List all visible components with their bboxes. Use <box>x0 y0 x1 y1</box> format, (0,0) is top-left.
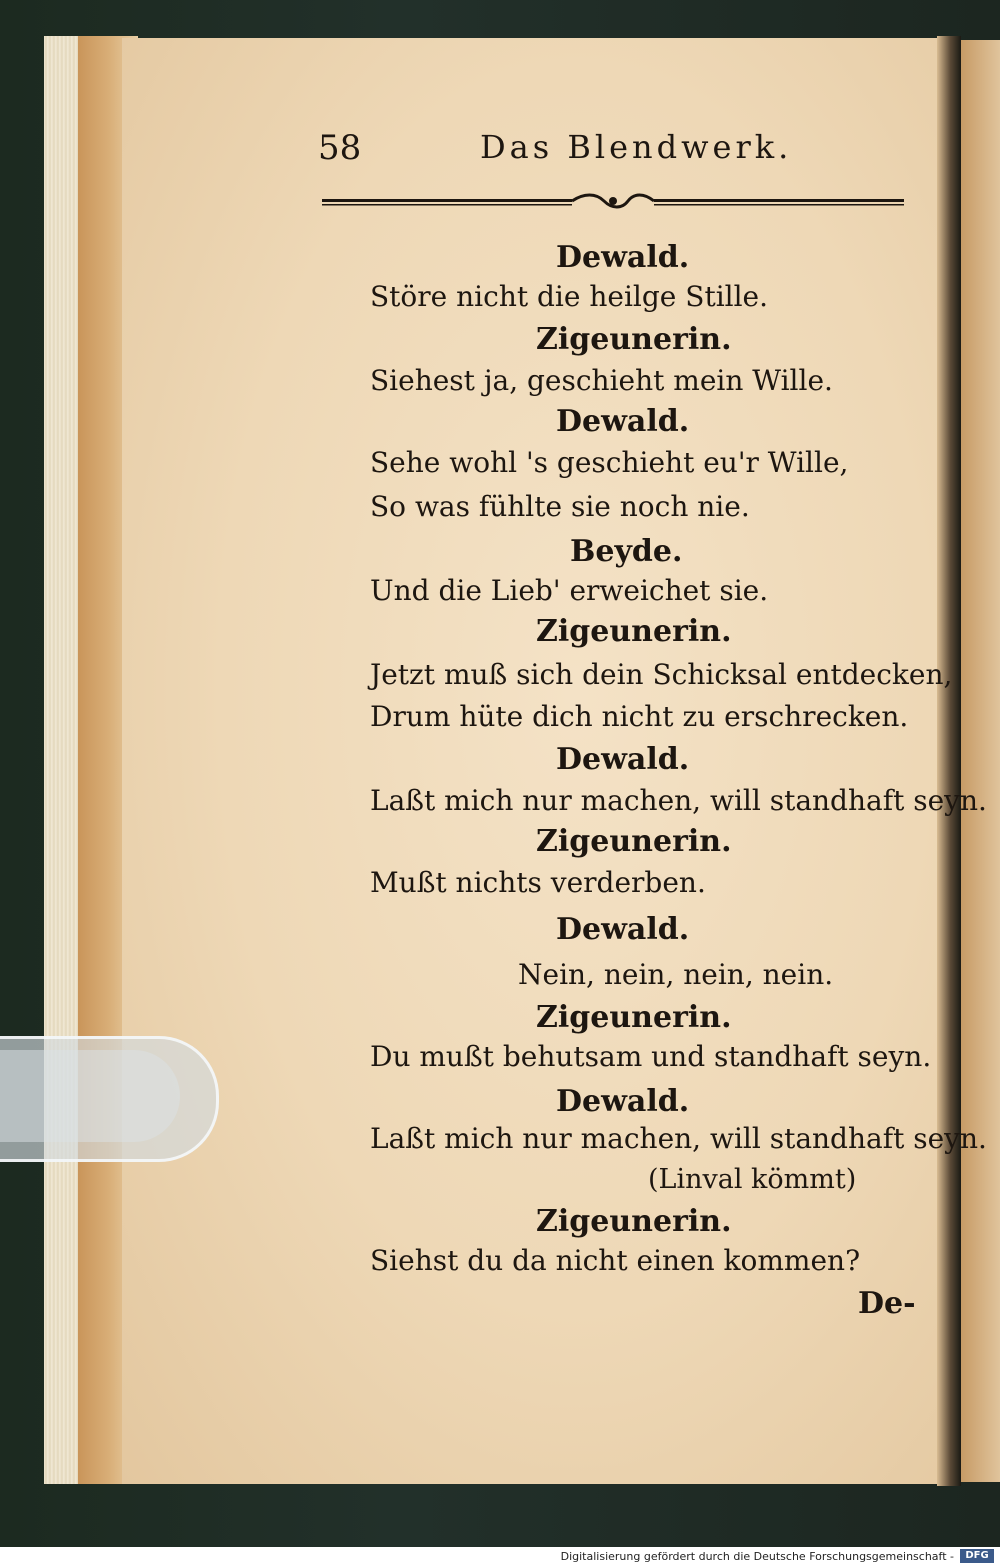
verse-line: Mußt nichts verderben. <box>370 866 706 899</box>
verse-line: Drum hüte dich nicht zu erschrecken. <box>370 700 909 733</box>
verse-line: Nein, nein, nein, nein. <box>518 958 834 991</box>
footer-credit: Digitalisierung gefördert durch die Deutsche Forschungsgemeinschaft - <box>560 1550 954 1563</box>
catchword: De- <box>858 1286 916 1321</box>
verse-line: Und die Lieb' erweichet sie. <box>370 574 769 607</box>
book-gutter <box>937 36 961 1486</box>
speaker-heading: Zigeunerin. <box>536 1204 732 1239</box>
verse-line: Laßt mich nur machen, will standhaft seyn. <box>370 1122 987 1155</box>
verse-line: So was fühlte sie noch nie. <box>370 490 750 523</box>
page-number: 58 <box>318 128 362 168</box>
speaker-heading: Dewald. <box>556 912 690 947</box>
speaker-heading: Dewald. <box>556 1084 690 1119</box>
stage-direction: (Linval kömmt) <box>648 1164 857 1195</box>
speaker-heading: Dewald. <box>556 240 690 275</box>
facing-page-edge <box>961 40 1000 1482</box>
speaker-heading: Zigeunerin. <box>536 824 732 859</box>
speaker-heading: Zigeunerin. <box>536 1000 732 1035</box>
header-rule-ornament <box>322 192 904 210</box>
verse-line: Jetzt muß sich dein Schicksal entdecken, <box>370 658 953 691</box>
verse-line: Siehest ja, geschieht mein Wille. <box>370 364 833 397</box>
verse-line: Laßt mich nur machen, will standhaft seyn. <box>370 784 987 817</box>
page-clip <box>0 1036 219 1162</box>
speaker-heading: Beyde. <box>570 534 683 569</box>
speaker-heading: Dewald. <box>556 742 690 777</box>
speaker-heading: Dewald. <box>556 404 690 439</box>
speaker-heading: Zigeunerin. <box>536 614 732 649</box>
verse-line: Sehe wohl 's geschieht eu'r Wille, <box>370 446 849 479</box>
verse-line: Du mußt behutsam und standhaft seyn. <box>370 1040 932 1073</box>
verse-line: Siehst du da nicht einen kommen? <box>370 1244 861 1277</box>
speaker-heading: Zigeunerin. <box>536 322 732 357</box>
running-title: Das Blendwerk. <box>480 128 793 166</box>
verse-line: Störe nicht die heilge Stille. <box>370 280 769 313</box>
dfg-logo: DFG <box>960 1549 994 1563</box>
